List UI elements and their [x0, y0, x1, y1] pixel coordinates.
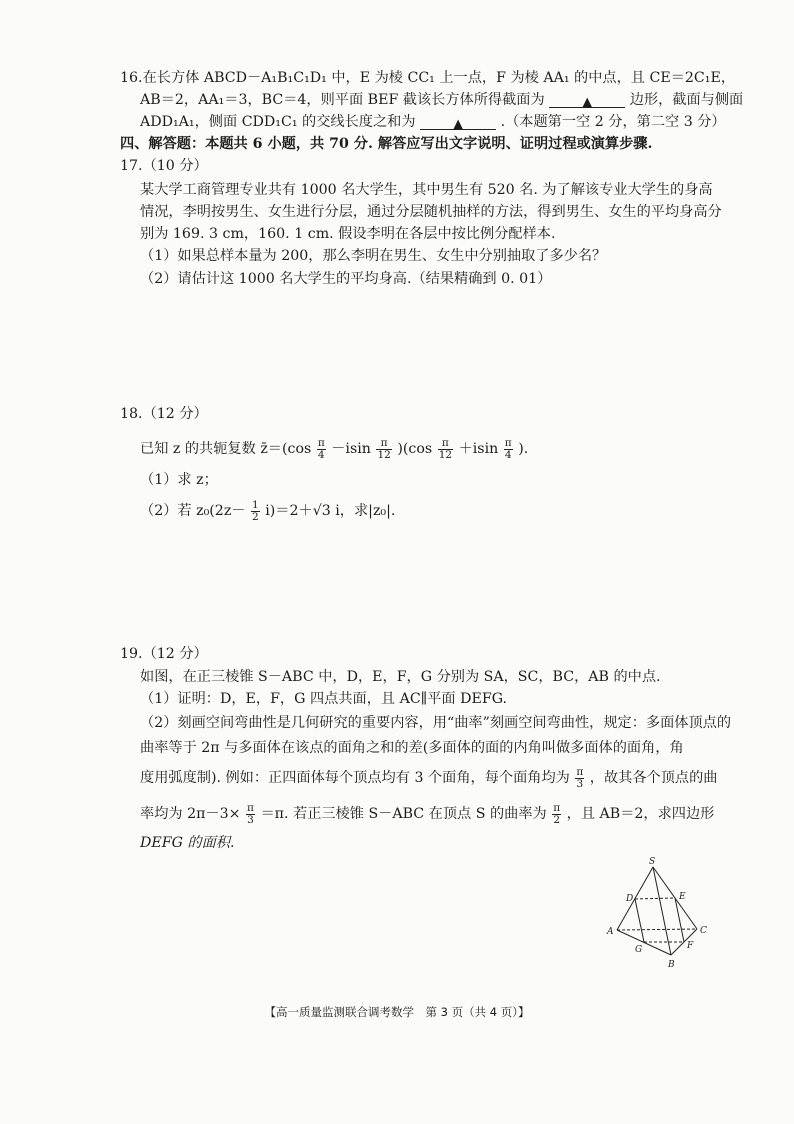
q18-header: 18.（12 分）	[120, 406, 208, 422]
q18-s2-text-b: i)＝2＋√3 i，求|z₀|.	[265, 503, 396, 519]
blank-marker-icon: ▲	[582, 95, 593, 110]
q17-subquestion-2: （2）请估计这 1000 名大学生的平均身高.（结果精确到 0. 01）	[140, 271, 552, 287]
fraction-one-half: $\frac{1}{2}$	[252, 498, 259, 523]
vertex-label-E: E	[679, 892, 686, 902]
fraction-pi-over-2: $\frac{\pi}{2}$	[553, 801, 561, 826]
fraction-pi-over-3: $\frac{\pi}{3}$	[247, 801, 254, 826]
q16-blank-2	[420, 113, 496, 130]
q18-subquestion-2	[140, 498, 395, 524]
vertex-label-F: F	[687, 941, 694, 951]
q19-subquestion-1: （1）证明：D，E，F，G 四点共面，且 AC∥平面 DEFG.	[140, 691, 508, 707]
q17-para-line3: 别为 169. 3 cm，160. 1 cm. 假设李明在各层中按比例分配样本.	[140, 226, 556, 242]
fraction-pi-over-3: $\frac{\pi}{3}$	[576, 765, 584, 790]
edge-AC-hidden	[617, 929, 697, 930]
vertex-label-B: B	[668, 960, 675, 970]
q19-s2-line2: 曲率等于 2π 与多面体在该点的面角之和的差(多面体的面的内角叫做多面体的面角，角	[140, 740, 684, 756]
fraction-pi-over-4: $\frac{\pi}{4}$	[317, 436, 325, 461]
fraction-pi-over-12: $\frac{\pi}{12}$	[377, 436, 391, 461]
fraction-pi-over-12: $\frac{\pi}{12}$	[438, 436, 453, 461]
q19-s2-line4	[140, 800, 714, 828]
section-4-heading: 四、解答题：本题共 6 小题，共 70 分. 解答应写出文字说明、证明过程或演算步骤.	[120, 136, 653, 152]
q18-subquestion-1: （1）求 z；	[140, 472, 218, 488]
q16-line2-text-a: AB＝2，AA₁＝3，BC＝4，则平面 BEF 截该长方体所得截面为	[140, 92, 545, 108]
q19-header: 19.（12 分）	[120, 646, 208, 662]
vertex-label-C: C	[700, 926, 707, 936]
q19-s2-line4-text-c: ，且 AB＝2，求四边形	[566, 806, 715, 822]
pyramid-figure	[605, 855, 715, 970]
q16-line3-text-b: .（本题第一空 2 分，第二空 3 分）	[500, 114, 726, 130]
segment-DG	[635, 899, 644, 942]
q16-line3	[140, 111, 726, 133]
segment-DE-hidden	[635, 898, 675, 899]
q16-blank-1	[549, 91, 625, 108]
q16-line2-text-b: 边形，截面与侧面	[629, 92, 744, 108]
q18-intro-text-c: )(cos	[397, 441, 433, 457]
page-footer: 【高一质量监测联合调考数学 第 3 页（共 4 页）】	[264, 1005, 530, 1019]
q17-header: 17.（10 分）	[120, 158, 208, 174]
vertex-label-G: G	[635, 945, 643, 955]
blank-marker-icon: ▲	[453, 117, 464, 132]
q18-intro-text-e: ).	[518, 441, 529, 457]
q17-para-line1: 某大学工商管理专业共有 1000 名大学生，其中男生有 520 名. 为了解该专业大学生的身高	[140, 182, 713, 198]
q17-para-line2: 情况，李明按男生、女生进行分层，通过分层随机抽样的方法，得到男生、女生的平均身高分	[140, 204, 722, 220]
q19-s2-line3	[140, 764, 718, 792]
q19-s2-line1: （2）刻画空间弯曲性是几何研究的重要内容，用“曲率”刻画空间弯曲性，规定：多面体顶点的	[140, 715, 732, 731]
q19-s2-line3-text-b: ，故其各个顶点的曲	[589, 770, 718, 786]
q18-s2-text-a: （2）若 z₀(2z－	[140, 503, 246, 519]
vertex-label-D: D	[626, 894, 634, 904]
q18-intro-text-d: ＋isin	[458, 441, 499, 457]
q16-line1: 16.在长方体 ABCD－A₁B₁C₁D₁ 中，E 为棱 CC₁ 上一点，F 为棱 AA₁ 的中点，且 CE＝2C₁E，	[120, 70, 736, 86]
q17-subquestion-1: （1）如果总样本量为 200，那么李明在男生、女生中分别抽取了多少名？	[140, 248, 607, 264]
q18-intro-text-b: －isin	[331, 441, 371, 457]
vertex-label-A: A	[607, 927, 614, 937]
q19-s2-line5: DEFG 的面积.	[140, 835, 235, 851]
q18-intro-text-a: 已知 z 的共轭复数 z̄＝(cos	[140, 441, 312, 457]
q16-line2	[140, 89, 743, 111]
q16-line3-text-a: ADD₁A₁，侧面 CDD₁C₁ 的交线长度之和为	[140, 114, 416, 130]
q19-intro: 如图，在正三棱锥 S－ABC 中，D，E，F，G 分别为 SA，SC，BC，AB 的中点.	[140, 669, 661, 685]
q18-intro	[140, 436, 528, 462]
vertex-label-S: S	[649, 857, 656, 867]
q19-s2-line4-text-b: ＝π. 若正三棱锥 S－ABC 在顶点 S 的曲率为	[260, 806, 547, 822]
fraction-pi-over-4: $\frac{\pi}{4}$	[504, 436, 512, 461]
q19-s2-line3-text-a: 度用弧度制). 例如：正四面体每个顶点均有 3 个面角，每个面角均为	[140, 770, 570, 786]
q19-s2-line4-text-a: 率均为 2π－3×	[140, 806, 241, 822]
